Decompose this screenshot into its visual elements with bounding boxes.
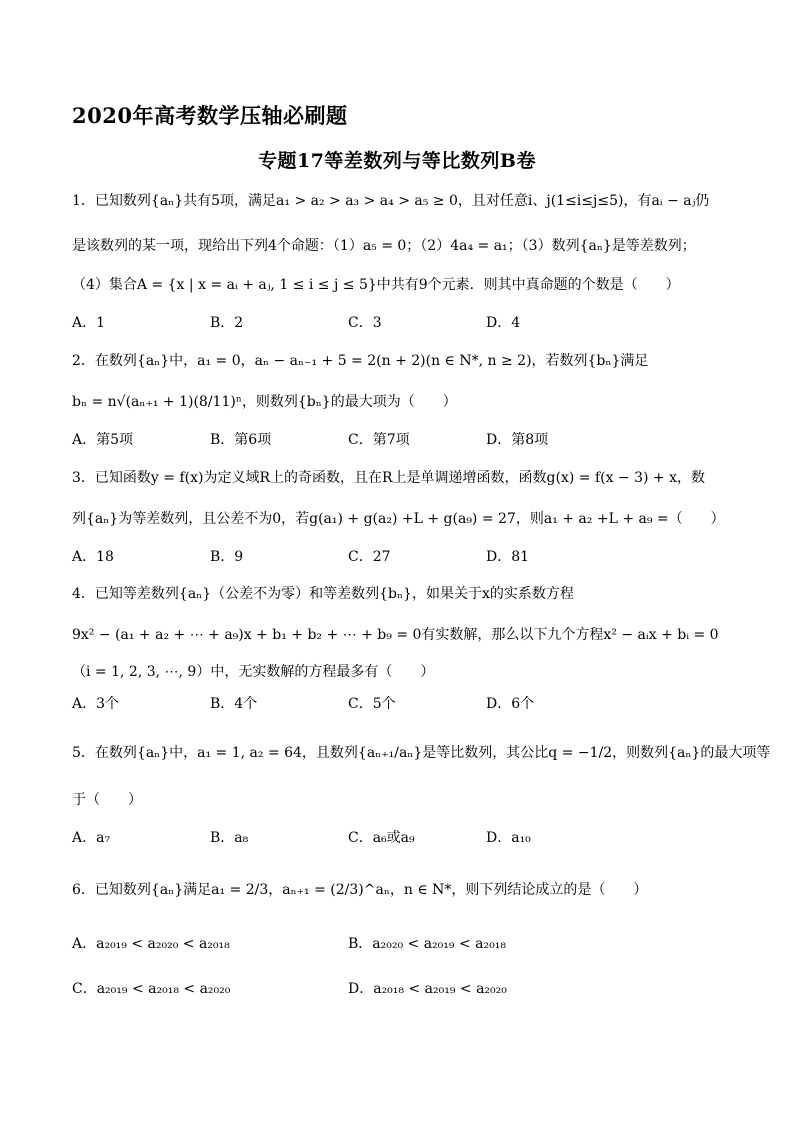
option-d: D．a₂₀₁₈ < a₂₀₁₉ < a₂₀₂₀ (348, 981, 507, 997)
question-5-line-2: 于（ ） (72, 792, 142, 808)
option-b: B．第6项 (210, 432, 272, 448)
option-c: C．5个 (348, 696, 396, 712)
option-a: A．18 (72, 549, 114, 565)
option-b: B．a₂₀₂₀ < a₂₀₁₉ < a₂₀₁₈ (348, 936, 506, 952)
option-c: C．3 (348, 315, 382, 331)
question-1-line-2: 是该数列的某一项，现给出下列4个命题：（1）a₅ = 0；（2）4a₄ = a₁；（3）数列{aₙ}是等差数列； (72, 238, 696, 254)
option-b: B．2 (210, 315, 244, 331)
question-2-line-1: 2．在数列{aₙ}中，a₁ = 0，aₙ − aₙ₋₁ + 5 = 2(n + 2)(n ∈ N*, n ≥ 2)，若数列{bₙ}满足 (72, 353, 649, 369)
option-a: A．a₇ (72, 830, 111, 846)
question-2-line-2: bₙ = n√(aₙ₊₁ + 1)(8/11)ⁿ，则数列{bₙ}的最大项为（ ） (72, 394, 457, 410)
option-d: D．81 (486, 549, 530, 565)
question-3-line-1: 3．已知函数y = f(x)为定义域R上的奇函数，且在R上是单调递增函数，函数g(x) = f(x − 3) + x，数 (72, 470, 706, 486)
option-d: D．a₁₀ (486, 830, 531, 846)
question-4-line-1: 4．已知等差数列{aₙ}（公差不为零）和等差数列{bₙ}，如果关于x的实系数方程 (72, 586, 574, 602)
question-4-line-3: （i = 1, 2, 3, ⋯, 9）中，无实数解的方程最多有（ ） (72, 664, 435, 680)
option-d: D．4 (486, 315, 521, 331)
option-b: B．a₈ (210, 830, 249, 846)
option-a: A．第5项 (72, 432, 134, 448)
question-1-line-3: （4）集合A = {x | x = aᵢ + aⱼ, 1 ≤ i ≤ j ≤ 5}中共有9个元素．则其中真命题的个数是（ ） (72, 277, 680, 293)
option-b: B．9 (210, 549, 244, 565)
question-1-line-1: 1．已知数列{aₙ}共有5项，满足a₁ > a₂ > a₃ > a₄ > a₅ ≥ 0，且对任意i、j(1≤i≤j≤5)，有aᵢ − aⱼ仍 (72, 193, 710, 209)
option-a: A．a₂₀₁₉ < a₂₀₂₀ < a₂₀₁₈ (72, 936, 230, 952)
option-c: C．第7项 (348, 432, 410, 448)
option-c: C．a₆或a₉ (348, 830, 415, 846)
option-c: C．27 (348, 549, 391, 565)
option-a: A．3个 (72, 696, 120, 712)
option-a: A．1 (72, 315, 106, 331)
option-b: B．4个 (210, 696, 258, 712)
question-4-line-2: 9x² − (a₁ + a₂ + ⋯ + a₉)x + b₁ + b₂ + ⋯ + b₉ = 0有实数解，那么以下九个方程x² − aᵢx + bᵢ = 0 (72, 627, 719, 643)
question-5-line-1: 5．在数列{aₙ}中，a₁ = 1, a₂ = 64，且数列{aₙ₊₁/aₙ}是等比数列，其公比q = −1/2，则数列{aₙ}的最大项等 (72, 745, 771, 761)
document-title: 2020年高考数学压轴必刷题 (72, 103, 348, 128)
option-c: C．a₂₀₁₉ < a₂₀₁₈ < a₂₀₂₀ (72, 981, 231, 997)
question-3-line-2: 列{aₙ}为等差数列，且公差不为0，若g(a₁) + g(a₂) +L + g(a₉) = 27，则a₁ + a₂ +L + a₉ =（ ） (72, 511, 725, 527)
option-d: D．6个 (486, 696, 535, 712)
option-d: D．第8项 (486, 432, 549, 448)
document-subtitle: 专题17等差数列与等比数列B卷 (257, 150, 536, 172)
question-6-line-1: 6．已知数列{aₙ}满足a₁ = 2/3，aₙ₊₁ = (2/3)^aₙ，n ∈ N*，则下列结论成立的是（ ） (72, 882, 648, 898)
